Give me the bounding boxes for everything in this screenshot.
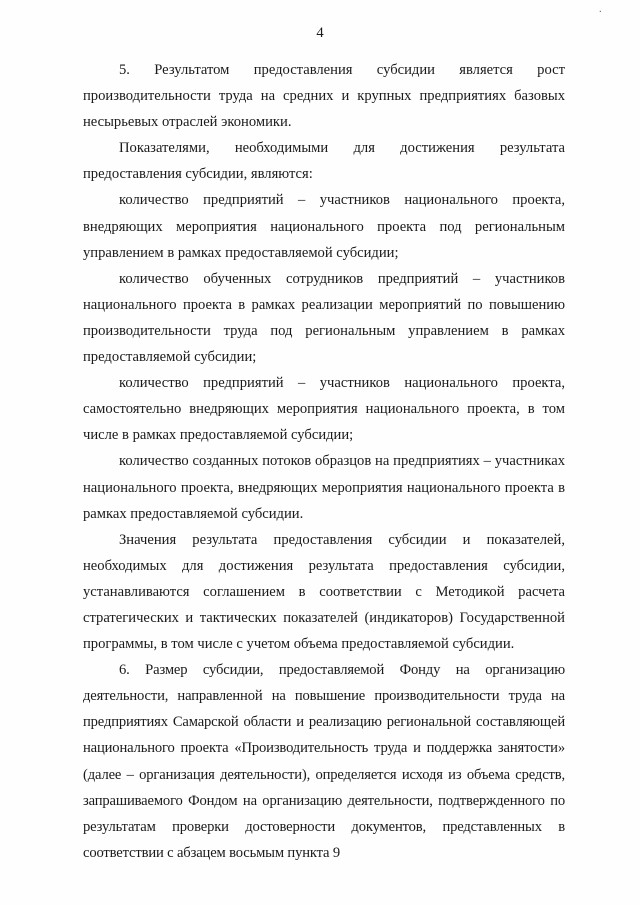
paragraph-values-agreement: Значения результата предоставления субсидии и показателей, необходимых для достижения результата предоставления субсидии, устанавливаются соглашением в соответствии с Методикой расчета стратегических и тактических показателей (индикаторов) Государственной программы, в том числе с учетом объема предоставляемой субсидии. <box>83 531 565 653</box>
paragraph-indicator-enterprises: количество предприятий – участников национального проекта, внедряющих мероприятия национального проекта под региональным управлением в рамках предоставляемой субсидии; <box>83 192 565 261</box>
paragraph-indicator-self-implementing: количество предприятий – участников национального проекта, самостоятельно внедряющих мероприятия национального проекта, в том числе в рамках предоставляемой субсидии; <box>83 375 565 444</box>
paragraph-indicators-intro: Показателями, необходимыми для достижения результата предоставления субсидии, являются: <box>83 140 565 183</box>
paragraph-indicator-sample-flows: количество созданных потоков образцов на предприятиях – участниках национального проекта, внедряющих мероприятия национального проекта в рамках предоставляемой субсидии. <box>83 453 565 522</box>
paragraph-indicator-trained-staff: количество обученных сотрудников предприятий – участников национального проекта в рамках реализации мероприятий по повышению производительности труда под региональным управлением в рамках предоставляемой субсидии; <box>83 270 565 366</box>
paragraph-subsidy-size: 6. Размер субсидии, предоставляемой Фонду на организацию деятельности, направленной на повышение производительности труда на предприятиях Самарской области и реализацию региональной составляющей национального проекта «Производительность труда и поддержка занятости» (далее – организация деятельности), определяется исходя из объема средств, запрашиваемого Фондом на организацию деятельности, подтвержденного по результатам проверки достоверности документов, представленных в соответствии с абзацем восьмым пункта 9 <box>83 662 565 861</box>
scan-mark: · <box>598 7 602 18</box>
page-number: 4 <box>316 25 324 41</box>
paragraph-result-definition: 5. Результатом предоставления субсидии является рост производительности труда на средних и крупных предприятиях базовых несырьевых отраслей экономики. <box>83 62 565 131</box>
document-body <box>83 57 565 866</box>
